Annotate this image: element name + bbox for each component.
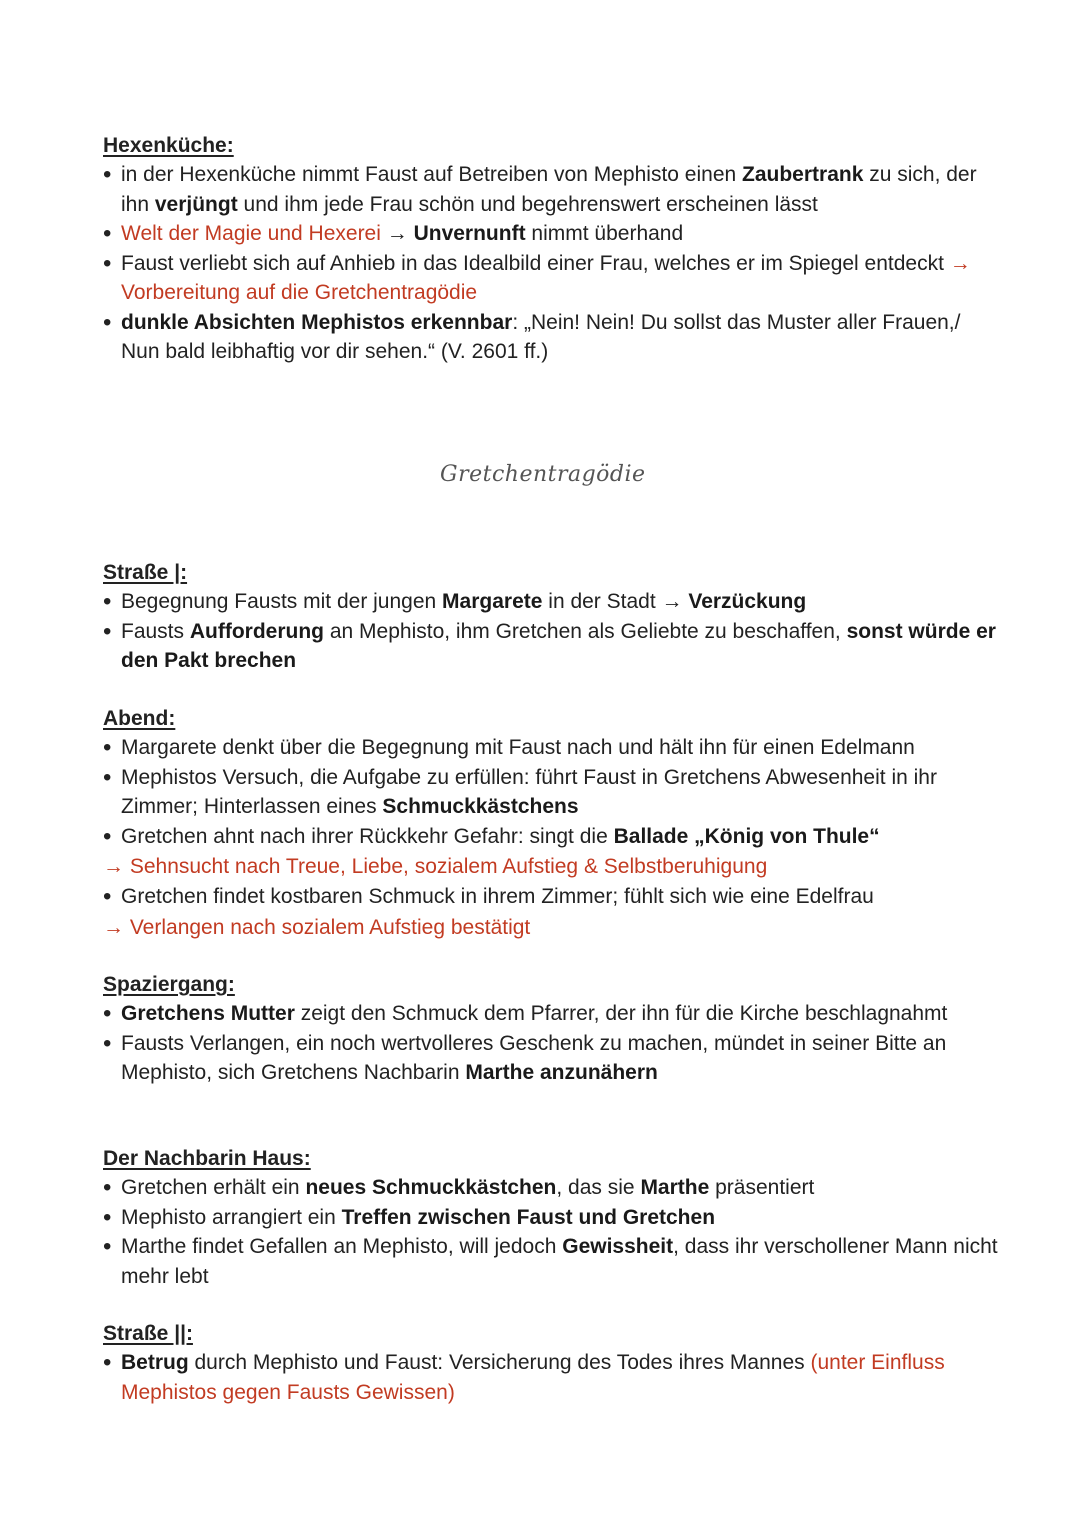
list-item: • Margarete denkt über die Begegnung mit Faust nach und hält ihn für einen Edelmann <box>103 733 1003 763</box>
list-item: • Betrug durch Mephisto und Faust: Versicherung des Todes ihres Mannes (unter Einfluss Mephistos gegen Fausts Gewissen) <box>103 1348 1003 1407</box>
section-heading: Der Nachbarin Haus: <box>103 1147 311 1170</box>
list-item: • Gretchens Mutter zeigt den Schmuck dem Pfarrer, der ihn für die Kirche beschlagnahmt <box>103 999 1003 1029</box>
list-item: • Gretchen findet kostbaren Schmuck in ihrem Zimmer; fühlt sich wie eine Edelfrau <box>103 882 1003 912</box>
list-item: • Fausts Verlangen, ein noch wertvolleres Geschenk zu machen, mündet in seiner Bitte an Mephisto, sich Gretchens Nachbarin Marthe anzunähern <box>103 1029 1003 1088</box>
list-item: • in der Hexenküche nimmt Faust auf Betreiben von Mephisto einen Zaubertrank zu sich, der ihn verjüngt und ihm jede Frau schön und begehrenswert erscheinen lässt <box>103 160 1003 219</box>
handwritten-title: Gretchentragödie <box>440 462 646 487</box>
arrow-conclusion: → Verlangen nach sozialem Aufstieg bestätigt <box>103 915 531 939</box>
list-item: • Mephisto arrangiert ein Treffen zwischen Faust und Gretchen <box>103 1203 1003 1233</box>
section-heading: Spaziergang: <box>103 973 235 996</box>
list-item: • Marthe findet Gefallen an Mephisto, will jedoch Gewissheit, dass ihr verschollener Mann nicht mehr lebt <box>103 1232 1003 1291</box>
section-nachbarin-haus <box>103 1144 1003 1291</box>
arrow-conclusion: → Sehnsucht nach Treue, Liebe, sozialem Aufstieg & Selbstberuhigung <box>103 855 768 878</box>
list-item: • Welt der Magie und Hexerei → Unvernunft nimmt überhand <box>103 219 1003 249</box>
section-hexenkueche <box>103 131 1003 367</box>
section-spaziergang <box>103 970 1003 1088</box>
section-heading: Straße ||: <box>103 1322 193 1345</box>
section-strasse-2 <box>103 1319 1003 1407</box>
section-abend <box>103 704 1003 943</box>
list-item: • Mephistos Versuch, die Aufgabe zu erfüllen: führt Faust in Gretchens Abwesenheit in ihr Zimmer; Hinterlassen eines Schmuckkästchens <box>103 763 1003 822</box>
list-item: • Gretchen erhält ein neues Schmuckkästchen, das sie Marthe präsentiert <box>103 1173 1003 1203</box>
section-heading: Hexenküche: <box>103 134 234 157</box>
list-item: • dunkle Absichten Mephistos erkennbar: „Nein! Nein! Du sollst das Muster aller Frauen,/ Nun bald leibhaftig vor dir sehen.“ (V. 2601 ff.) <box>103 308 1003 367</box>
list-item: • Faust verliebt sich auf Anhieb in das Idealbild einer Frau, welches er im Spiegel entdeckt → Vorbereitung auf die Gretchentragödie <box>103 249 1003 308</box>
list-item: • Gretchen ahnt nach ihrer Rückkehr Gefahr: singt die Ballade „König von Thule“ <box>103 822 1003 852</box>
list-item: • Begegnung Fausts mit der jungen Margarete in der Stadt → Verzückung <box>103 587 1003 617</box>
section-heading: Abend: <box>103 707 176 730</box>
section-strasse-1 <box>103 558 1003 676</box>
list-item: • Fausts Aufforderung an Mephisto, ihm Gretchen als Geliebte zu beschaffen, sonst würde er den Pakt brechen <box>103 617 1003 676</box>
section-heading: Straße |: <box>103 561 188 584</box>
